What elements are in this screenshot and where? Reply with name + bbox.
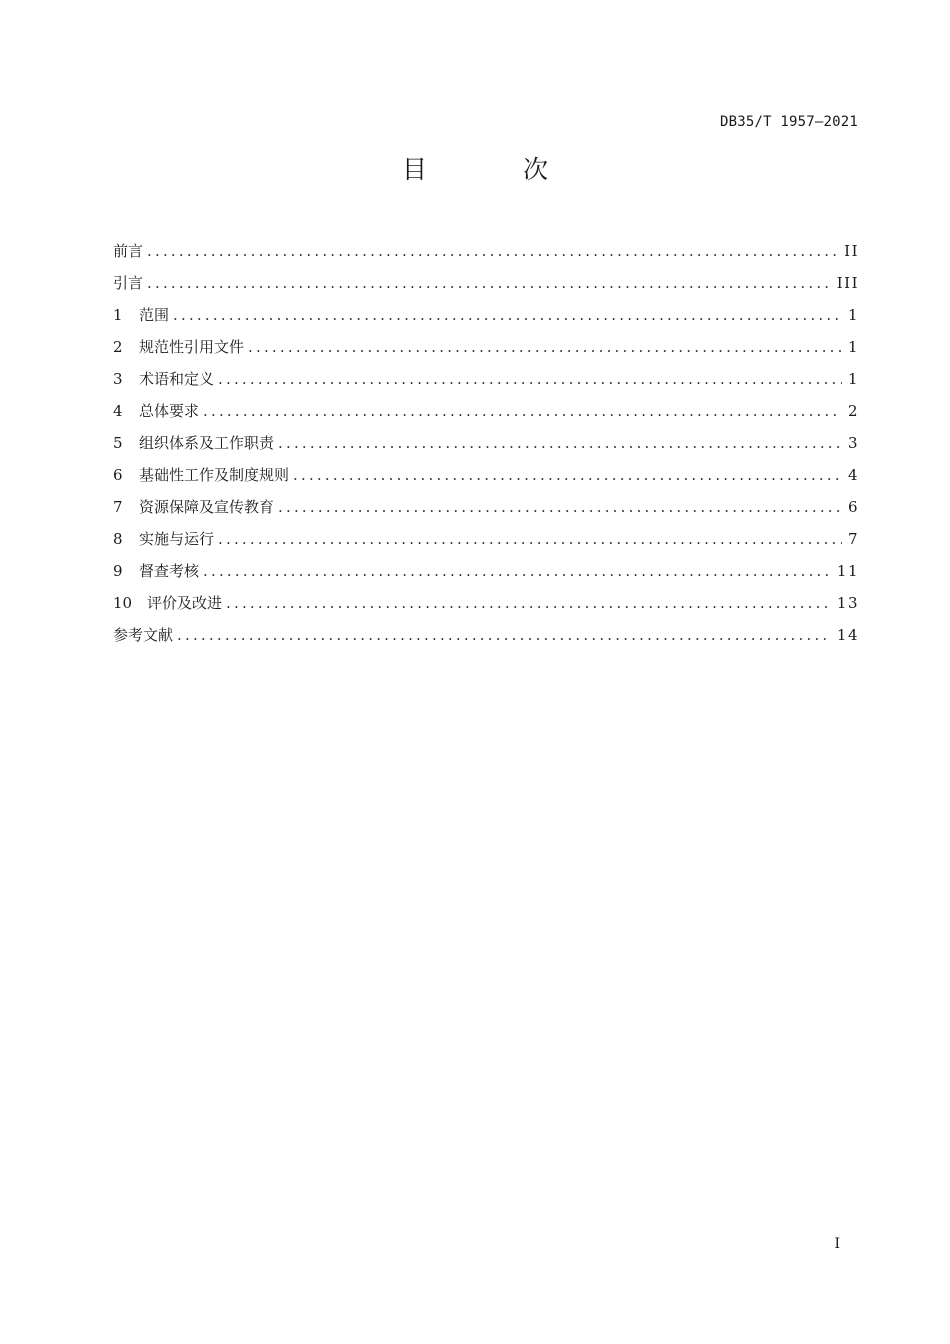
toc-title: 目 次 <box>402 155 592 184</box>
page-number: I <box>834 1236 840 1252</box>
toc-entry-introduction[interactable] <box>113 271 859 303</box>
toc-entry-label: 总体要求 <box>139 402 200 420</box>
toc-entry-foreword[interactable] <box>113 239 859 271</box>
toc-entry-4[interactable] <box>113 399 859 431</box>
toc-entry-page: 11 <box>836 562 859 580</box>
toc-entry-2[interactable] <box>113 335 859 367</box>
toc-entry-label: 术语和定义 <box>139 370 215 388</box>
toc-entry-number: 10 <box>113 594 133 612</box>
toc-entry-page: III <box>836 274 859 292</box>
toc-entry-number: 4 <box>113 402 123 420</box>
toc-dot-leader <box>248 335 842 359</box>
toc-entry-page: 1 <box>847 338 859 356</box>
toc-entry-page: 3 <box>847 434 859 452</box>
toc-entry-label: 规范性引用文件 <box>139 338 245 356</box>
toc-dot-leader <box>293 463 842 487</box>
toc-entry-label: 参考文献 <box>113 626 174 644</box>
toc-entry-number: 1 <box>113 306 123 324</box>
toc-entry-label: 前言 <box>113 242 144 260</box>
toc-entry-10[interactable] <box>113 591 859 623</box>
toc-dot-leader <box>177 623 831 647</box>
toc-dot-leader <box>203 559 831 583</box>
toc-entry-number: 9 <box>113 562 123 580</box>
toc-entry-7[interactable] <box>113 495 859 527</box>
toc-entry-8[interactable] <box>113 527 859 559</box>
toc-entry-label: 评价及改进 <box>147 594 223 612</box>
toc-entry-page: 6 <box>847 498 859 516</box>
toc-entry-page: 13 <box>836 594 859 612</box>
toc-entry-page: 1 <box>847 306 859 324</box>
toc-dot-leader <box>278 431 842 455</box>
toc-entry-number: 6 <box>113 466 123 484</box>
toc-list <box>113 239 859 655</box>
toc-entry-label: 实施与运行 <box>139 530 215 548</box>
toc-entry-label: 引言 <box>113 274 144 292</box>
toc-entry-label: 基础性工作及制度规则 <box>139 466 290 484</box>
toc-entry-page: 1 <box>847 370 859 388</box>
toc-entry-bibliography[interactable] <box>113 623 859 655</box>
toc-entry-page: 4 <box>847 466 859 484</box>
toc-entry-1[interactable] <box>113 303 859 335</box>
toc-dot-leader <box>218 527 842 551</box>
toc-dot-leader <box>147 239 838 263</box>
toc-entry-label: 督查考核 <box>139 562 200 580</box>
toc-entry-9[interactable] <box>113 559 859 591</box>
toc-entry-label: 资源保障及宣传教育 <box>139 498 275 516</box>
toc-entry-page: II <box>844 242 859 260</box>
toc-entry-label: 组织体系及工作职责 <box>139 434 275 452</box>
document-code: DB35/T 1957—2021 <box>719 114 858 130</box>
toc-dot-leader <box>218 367 842 391</box>
toc-entry-page: 2 <box>847 402 859 420</box>
toc-entry-5[interactable] <box>113 431 859 463</box>
toc-entry-number: 3 <box>113 370 123 388</box>
toc-entry-number: 5 <box>113 434 123 452</box>
toc-entry-page: 14 <box>836 626 859 644</box>
toc-dot-leader <box>226 591 831 615</box>
toc-entry-number: 2 <box>113 338 123 356</box>
toc-dot-leader <box>147 271 831 295</box>
toc-entry-label: 范围 <box>139 306 170 324</box>
toc-entry-number: 8 <box>113 530 123 548</box>
toc-entry-3[interactable] <box>113 367 859 399</box>
toc-dot-leader <box>278 495 842 519</box>
toc-dot-leader <box>173 303 842 327</box>
toc-entry-page: 7 <box>847 530 859 548</box>
toc-dot-leader <box>203 399 842 423</box>
toc-entry-6[interactable] <box>113 463 859 495</box>
toc-entry-number: 7 <box>113 498 123 516</box>
